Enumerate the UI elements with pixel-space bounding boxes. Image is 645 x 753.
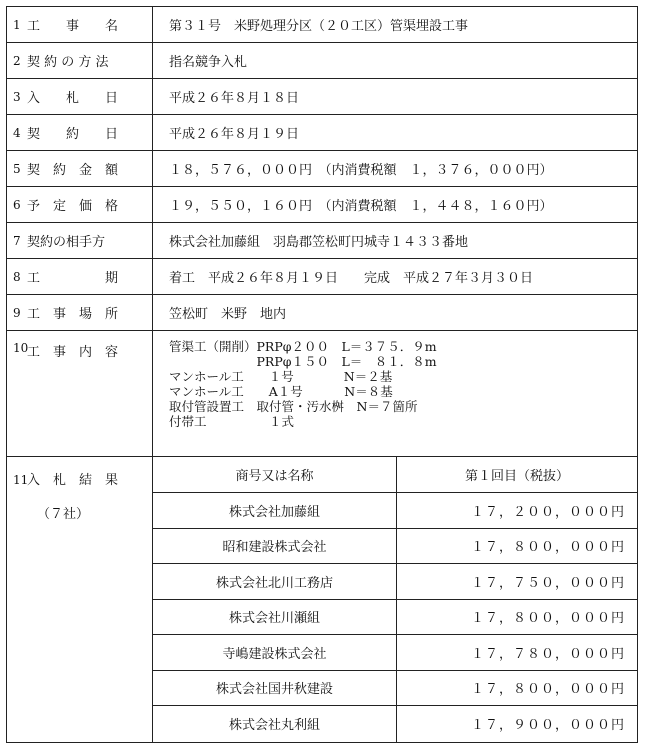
row-number: 10 [13, 341, 29, 355]
bid-amount: １７，８００，０００円 [470, 682, 625, 698]
value-cell: 着工 平成２６年８月１９日 完成 平成２７年３月３０日 [169, 271, 534, 286]
row-project-name [7, 7, 637, 43]
bid-amount: １７，９００，０００円 [470, 718, 625, 734]
label-cell [7, 79, 153, 114]
row-label: 工 事 場 所 [27, 307, 119, 322]
row-label: 契 約 日 [27, 127, 119, 142]
row-number: 2 [13, 53, 21, 68]
label-cell [7, 295, 153, 330]
table-row [153, 564, 637, 600]
table-row [153, 635, 637, 671]
company-name: 昭和建設株式会社 [153, 529, 397, 564]
value-cell: １８，５７６，０００円 （内消費税額 １，３７６，０００円） [169, 163, 553, 178]
bid-amount: １７，７５０，０００円 [470, 575, 625, 591]
bid-amount: １７，２００，０００円 [470, 504, 625, 520]
value-cell: 指名競争入札 [169, 55, 248, 70]
row-label: 契約の相手方 [27, 235, 106, 250]
content-line: 管渠工（開削）PRPφ２００ L＝３７５．９m [169, 339, 437, 354]
label-cell [7, 43, 153, 78]
company-name: 株式会社川瀬組 [153, 600, 397, 635]
row-label: 工 事 名 [27, 19, 119, 34]
row-construction-period [7, 259, 637, 295]
row-number: 1 [13, 17, 21, 32]
value-cell: 平成２６年８月１９日 [169, 127, 300, 142]
row-label: 入 札 日 [27, 91, 119, 106]
row-label: 契 約 金 額 [27, 163, 119, 178]
bid-results-section [7, 457, 637, 742]
row-number: 9 [13, 305, 21, 320]
label-cell [7, 259, 153, 294]
label-cell [7, 151, 153, 186]
company-name: 株式会社北川工務店 [153, 564, 397, 599]
row-number: 3 [13, 89, 21, 104]
row-label: 工 事 内 容 [27, 345, 119, 360]
row-number: 4 [13, 125, 21, 140]
row-contract-amount [7, 151, 637, 187]
row-number: 8 [13, 269, 21, 284]
company-name: 株式会社国井秋建設 [153, 671, 397, 706]
row-label: 入 札 結 果 [27, 473, 119, 488]
contract-document [6, 6, 638, 743]
row-number: 7 [13, 233, 21, 248]
label-cell [7, 223, 153, 258]
row-label: 契 約 の 方 法 [27, 55, 109, 70]
bid-label-cell [7, 457, 153, 742]
content-line: 付帯工 １式 [169, 414, 295, 429]
bid-amount: １７，８００，０００円 [470, 540, 625, 556]
table-row [153, 706, 637, 742]
value-cell: 笠松町 米野 地内 [169, 307, 287, 322]
content-line: マンホール工 A１号 N＝８基 [169, 384, 393, 399]
row-number: 6 [13, 197, 21, 212]
row-label: 工 期 [27, 271, 119, 286]
row-contractor [7, 223, 637, 259]
value-cell: 株式会社加藤組 羽島郡笠松町円城寺１４３３番地 [169, 235, 469, 250]
table-row [153, 529, 637, 565]
bid-amount: １７，７８０，０００円 [470, 646, 625, 662]
value-cell: 平成２６年８月１８日 [169, 91, 300, 106]
value-cell: 第３１号 米野処理分区（２０工区）管渠埋設工事 [169, 19, 469, 34]
row-contract-method [7, 43, 637, 79]
row-number: 11 [13, 473, 29, 487]
company-name: 株式会社丸利組 [153, 706, 397, 742]
row-label: 予 定 価 格 [27, 199, 119, 214]
value-cell: １９，５５０，１６０円 （内消費税額 １，４４８，１６０円） [169, 199, 553, 214]
header-first-round: 第１回目（税抜） [464, 469, 569, 484]
content-line: マンホール工 １号 N＝２基 [169, 369, 393, 384]
content-line: 取付管設置工 取付管・汚水桝 N＝７箇所 [169, 399, 418, 414]
row-estimated-price [7, 187, 637, 223]
bid-table-header [153, 457, 637, 493]
row-construction-site [7, 295, 637, 331]
bid-results-table [153, 457, 637, 742]
label-cell [7, 331, 153, 456]
bid-amount: １７，８００，０００円 [470, 611, 625, 627]
row-bid-date [7, 79, 637, 115]
table-row [153, 671, 637, 707]
label-cell [7, 7, 153, 42]
company-name: 寺嶋建設株式会社 [153, 635, 397, 670]
label-cell [7, 115, 153, 150]
row-construction-content [7, 331, 637, 457]
header-company-name: 商号又は名称 [153, 457, 397, 492]
label-cell [7, 187, 153, 222]
content-lines [169, 339, 437, 429]
row-contract-date [7, 115, 637, 151]
row-number: 5 [13, 161, 21, 176]
table-row [153, 600, 637, 636]
company-name: 株式会社加藤組 [153, 493, 397, 528]
content-line: PRPφ１５０ L＝ ８１．８m [169, 354, 437, 369]
table-row [153, 493, 637, 529]
bidder-count: （７社） [37, 507, 90, 522]
